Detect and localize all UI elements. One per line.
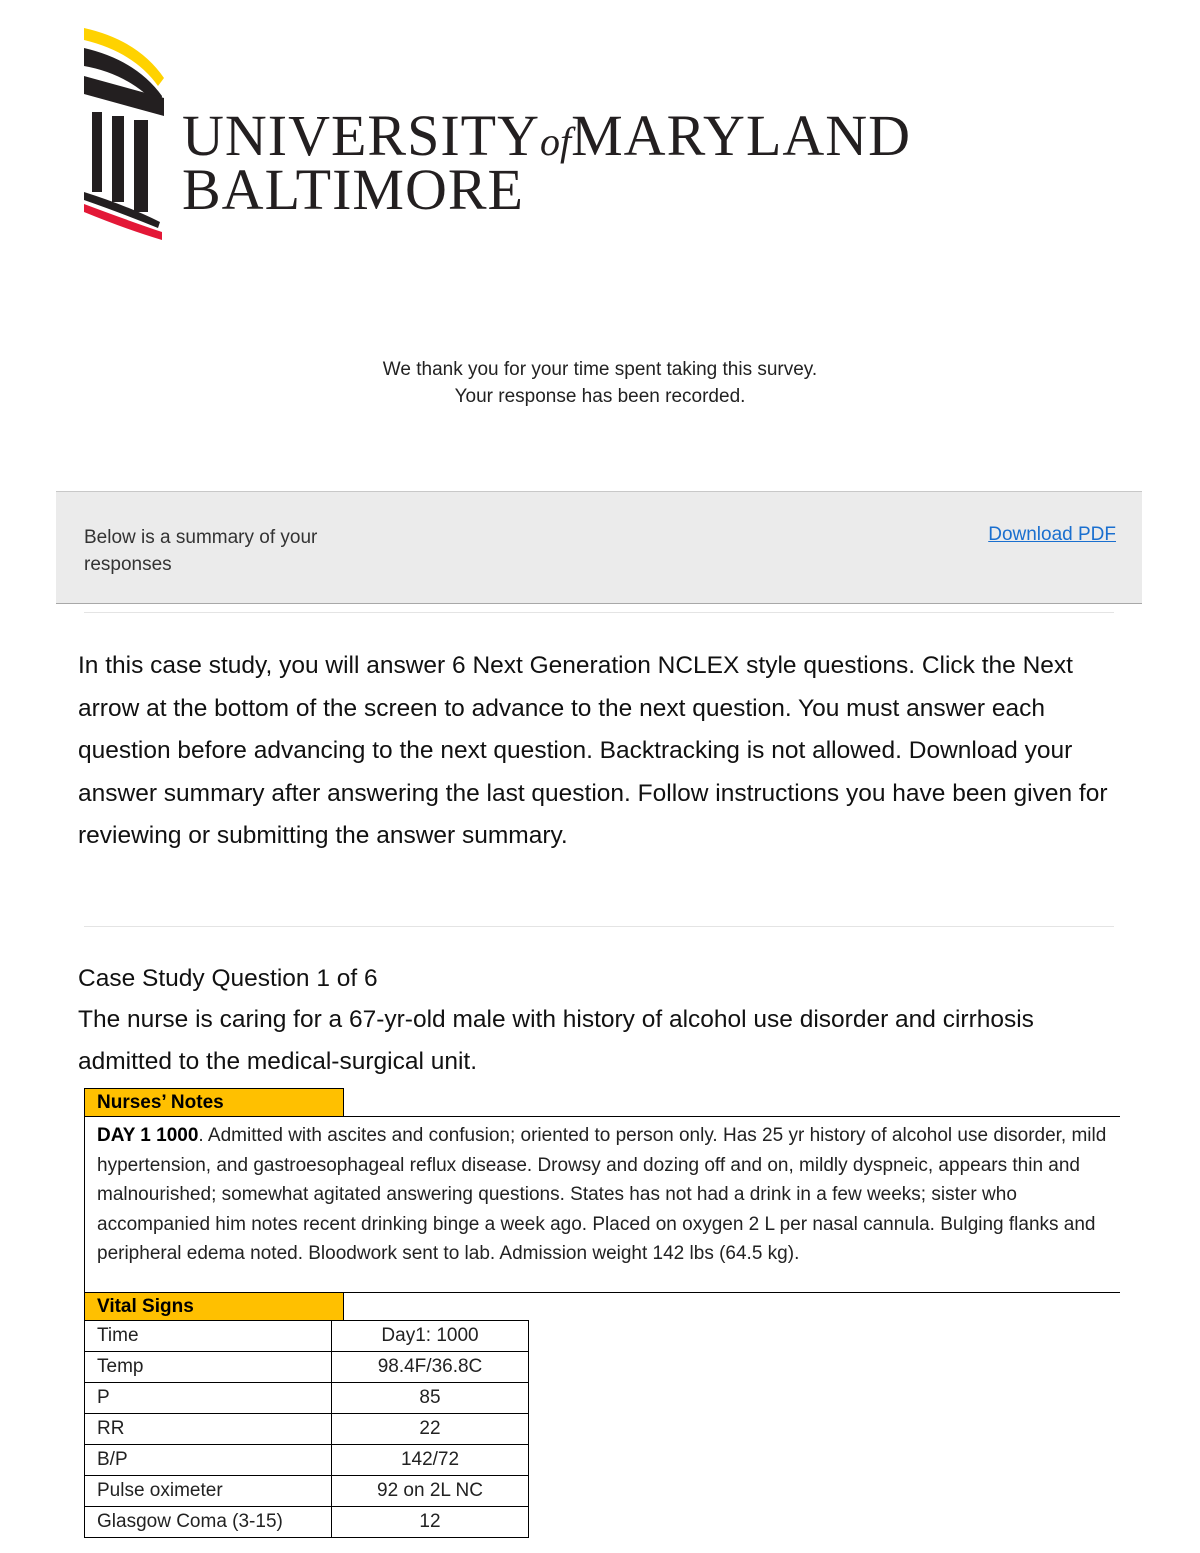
vital-sign-value: 142/72 [332, 1445, 529, 1476]
vital-signs-table [84, 1320, 529, 1538]
vital-sign-row [85, 1414, 529, 1445]
vital-sign-value: 92 on 2L NC [332, 1476, 529, 1507]
vital-sign-label: P [85, 1383, 332, 1414]
divider [84, 612, 1114, 613]
vital-sign-row [85, 1321, 529, 1352]
vital-sign-label: Pulse oximeter [85, 1476, 332, 1507]
thank-you-message [0, 356, 1200, 410]
case-data-table [84, 1088, 1120, 1538]
vital-sign-label: B/P [85, 1445, 332, 1476]
thank-you-line1: We thank you for your time spent taking this survey. [382, 359, 818, 380]
vital-sign-value: 98.4F/36.8C [332, 1352, 529, 1383]
notes-day-label: DAY 1 1000 [97, 1125, 199, 1146]
logo-column [112, 116, 124, 202]
vital-sign-row [85, 1445, 529, 1476]
download-pdf-link[interactable]: Download PDF [988, 524, 1116, 545]
vital-sign-row [85, 1352, 529, 1383]
vital-sign-label: Temp [85, 1352, 332, 1383]
vital-sign-value: 85 [332, 1383, 529, 1414]
logo-column [134, 120, 148, 212]
vital-sign-row [85, 1507, 529, 1538]
vital-signs-header: Vital Signs [84, 1293, 344, 1320]
vital-sign-label: Time [85, 1321, 332, 1352]
nurses-notes-body [84, 1116, 1120, 1293]
logo-column [92, 112, 102, 192]
logo-wordmark-line2: BALTIMORE [182, 157, 524, 222]
nurses-notes-header: Nurses’ Notes [84, 1088, 344, 1116]
logo-word-maryland: MARYLAND [571, 103, 912, 168]
vital-sign-row [85, 1383, 529, 1414]
vital-sign-value: 12 [332, 1507, 529, 1538]
summary-text: Below is a summary of your responses [84, 527, 318, 575]
summary-bar [56, 491, 1142, 604]
vital-sign-label: Glasgow Coma (3-15) [85, 1507, 332, 1538]
vital-sign-value: Day1: 1000 [332, 1321, 529, 1352]
logo-roof-beam [84, 76, 164, 116]
thank-you-line2: Your response has been recorded. [454, 386, 746, 407]
vital-sign-value: 22 [332, 1414, 529, 1445]
intro-text: In this case study, you will answer 6 Next Generation NCLEX style questions. Click the Next arrow at the bottom of the screen to advance to the next question. You must answer each question before advancing to the next question. Backtracking is not allowed. Download your answer summary after answering the last question. Follow instructions you have been given for reviewing or submitting the answer summary. [78, 652, 1108, 849]
logo-word-university: UNIVERSITY [182, 103, 540, 168]
question-heading: Case Study Question 1 of 6 [78, 965, 378, 992]
vital-sign-row [85, 1476, 529, 1507]
logo-word-of: of [539, 119, 572, 164]
vital-sign-label: RR [85, 1414, 332, 1445]
divider [84, 926, 1114, 927]
question-text: The nurse is caring for a 67-yr-old male with history of alcohol use disorder and cirrhosis admitted to the medical-surgical unit. [78, 1006, 1034, 1075]
notes-text: . Admitted with ascites and confusion; oriented to person only. Has 25 yr history of alcohol use disorder, mild hypertension, and gastroesophageal reflux disease. Drowsy and dozing off and on, mildly dyspneic, appears thin and malnourished; somewhat agitated answering questions. States has not had a drink in a few weeks; sister who accompanied him notes recent drinking binge a week ago. Placed on oxygen 2 L per nasal cannula. Bulging flanks and peripheral edema noted. Bloodwork sent to lab. Admission weight 142 lbs (64.5 kg). [97, 1125, 1107, 1264]
